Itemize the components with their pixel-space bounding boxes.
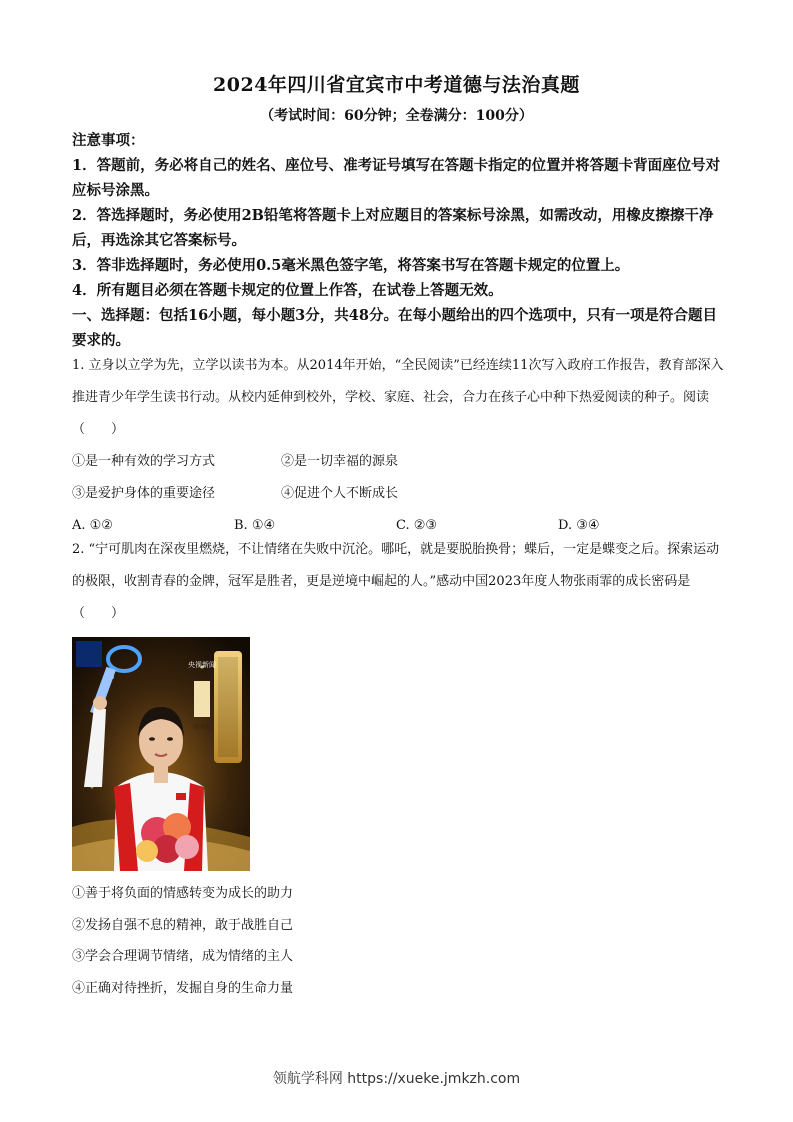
statement: ②是一切幸福的源泉: [281, 454, 399, 469]
note-item: 1．答题前，务必将自己的姓名、座位号、准考证号填写在答题卡指定的位置并将答题卡背面座位号对应标号涂黑。: [72, 157, 721, 199]
statement: ④正确对待挫折，发掘自身的生命力量: [72, 980, 294, 996]
exam-subtitle: （考试时间：60分钟；全卷满分：100分）: [260, 108, 533, 124]
question-1-statements-row: [72, 478, 724, 510]
note-item: 3．答非选择题时，务必使用0.5毫米黑色签字笔，将答案书写在答题卡规定的位置上。: [72, 257, 630, 274]
zhang-yufei-photo: [72, 637, 250, 871]
exam-title: 2024年四川省宜宾市中考道德与法治真题: [213, 74, 580, 96]
question-2: [72, 534, 724, 630]
question-1: [72, 350, 724, 542]
statement: ③是爱护身体的重要途径: [72, 486, 216, 501]
notes-section: [72, 128, 724, 353]
choice-d: D. ③④: [558, 518, 600, 533]
statement: ①是一种有效的学习方式: [72, 454, 216, 469]
footer-watermark: 领航学科网 https://xueke.jmkzh.com: [272, 1071, 521, 1087]
note-item: 2．答选择题时，务必使用2B铅笔将答题卡上对应题目的答案标号涂黑，如需改动，用橡皮擦擦干净后，再选涂其它答案标号。: [72, 207, 714, 249]
note-item: 4．所有题目必须在答题卡规定的位置上作答，在试卷上答题无效。: [72, 282, 503, 299]
statement: ③学会合理调节情绪，成为情绪的主人: [72, 949, 294, 964]
choice-a: A. ①②: [72, 518, 113, 533]
statement: ④促进个人不断成长: [281, 486, 399, 501]
photo-banner-text: 感动中国2023年度人物: [226, 767, 233, 831]
statement: ②发扬自强不息的精神，敢于战胜自己: [72, 917, 294, 933]
question-1-stem: 1. 立身以立学为先，立学以读书为本。从2014年开始，“全民阅读”已经连续11次写入政府工作报告，教育部深入推进青少年学生读书行动。从校内延伸到校外，学校、家庭、社会，合力在孩子心中种下热爱阅读的种子。阅读（ ）: [72, 358, 724, 437]
section-heading: 一、选择题：包括16小题，每小题3分，共48分。在每小题给出的四个选项中，只有一项是符合题目要求的。: [72, 307, 717, 349]
photo-name-text: 张雨霏: [192, 724, 212, 731]
choice-c: C. ②③: [396, 518, 438, 533]
notes-heading: 注意事项：: [72, 132, 145, 149]
choice-b: B. ①④: [234, 518, 276, 533]
question-2-statements: [72, 878, 724, 1004]
statement: ①善于将负面的情感转变为成长的助力: [72, 886, 294, 901]
question-2-stem: 2. “宁可肌肉在深夜里燃烧，不让情绪在失败中沉沦。哪吒，就是要脱胎换骨；蝶后，一定是蝶变之后。探索运动的极限，收割青春的金牌，冠军是胜者，更是逆境中崛起的人。”感动中国2023年度人物张雨霏的成长密码是（ ）: [72, 542, 720, 621]
photo-logo-text: 央视新闻: [188, 661, 216, 669]
question-1-statements-row: [72, 446, 724, 478]
